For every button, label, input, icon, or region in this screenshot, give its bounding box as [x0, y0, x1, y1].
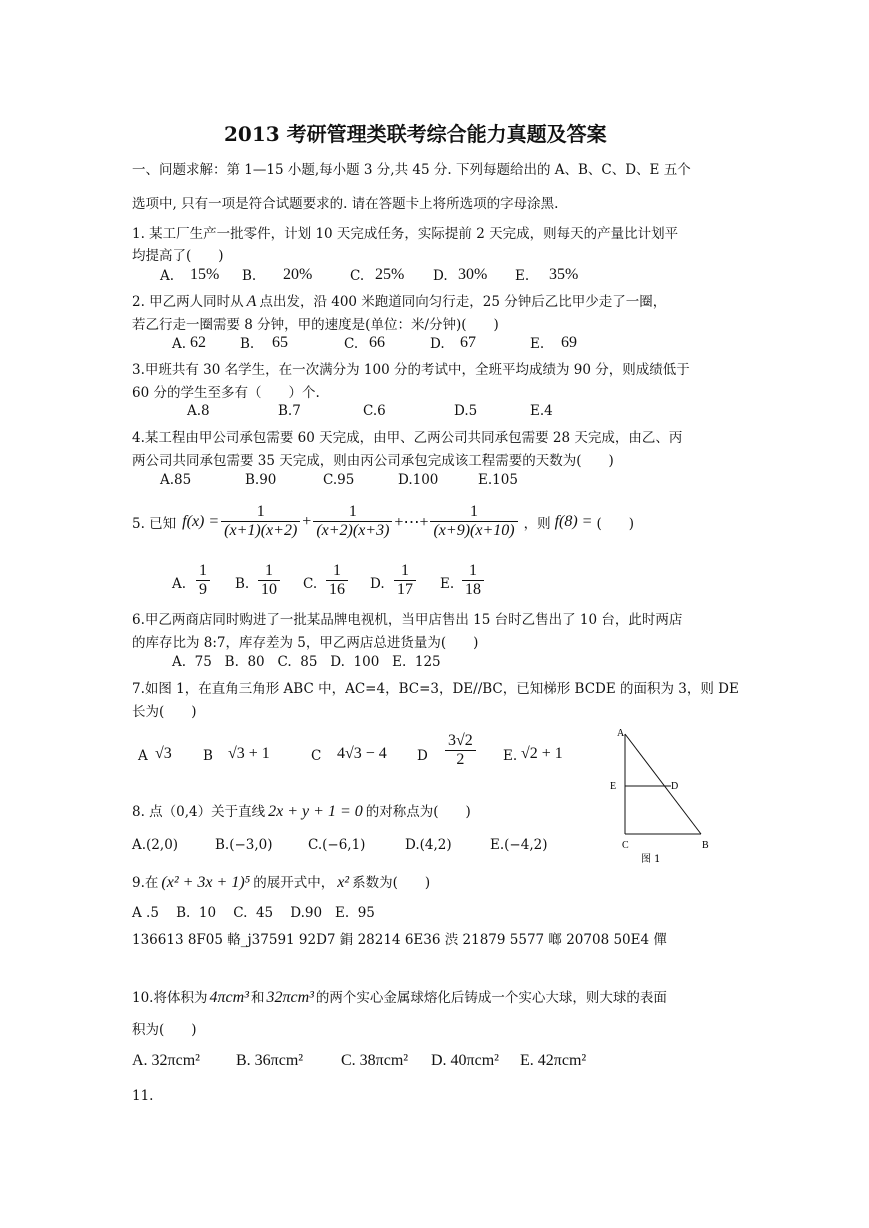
q2-opt-d-value: 67 — [460, 334, 476, 351]
q1-opt-b-label: B. — [242, 268, 257, 284]
q8-line1 — [132, 800, 471, 821]
q10-line2: 积为( ) — [132, 1022, 197, 1038]
q7-opt-b-value: √3 + 1 — [228, 745, 270, 762]
q9-options: A .5 B. 10 C. 45 D.90 E. 95 — [132, 905, 375, 921]
q2-opt-c-label: C. — [344, 336, 359, 352]
q3-line2: 60 分的学生至多有（ ）个. — [132, 385, 320, 401]
q2-opt-a-label: A. — [172, 336, 187, 352]
q2-line1 — [132, 290, 666, 311]
q5-fx: f(x) = — [182, 512, 220, 530]
q5-dots: +⋯+ — [394, 513, 429, 531]
q2-opt-b-value: 65 — [272, 334, 288, 351]
q5-opt-d-label: D. — [370, 576, 385, 592]
figure-caption: 图 1 — [641, 854, 661, 865]
q5-frac-3-den: (x+9)(x+10) — [430, 521, 517, 540]
q2-opt-e-label: E. — [530, 336, 545, 352]
vertex-e-label: E — [610, 781, 617, 792]
q5-formula — [132, 503, 634, 540]
q5-frac-3 — [430, 503, 517, 540]
q10-and: 和 — [250, 990, 265, 1006]
q3-opt-b: B.7 — [278, 403, 301, 419]
q5-opt-e-den: 18 — [462, 580, 484, 599]
q6-line1: 6.甲乙两商店同时购进了一批某品牌电视机，当甲店售出 15 台时乙售出了 10 台，此时两店 — [132, 612, 683, 628]
q4-opt-a: A.85 — [160, 472, 192, 488]
q3-opt-a: A.8 — [187, 403, 210, 419]
q5-opt-e-frac — [462, 562, 484, 599]
q7-opt-d-num: 3√2 — [448, 732, 473, 749]
q5-opt-c-label: C. — [303, 576, 318, 592]
q10-volume-1: 4πcm³ — [209, 989, 249, 1006]
q9-end: 系数为( ) — [352, 875, 431, 891]
q2-line1-start: 2. 甲乙两人同时从 — [132, 294, 244, 310]
q7-opt-d-frac — [445, 732, 476, 769]
figure-1-triangle — [605, 722, 735, 872]
q5-frac-2 — [313, 503, 392, 540]
q2-opt-c-value: 66 — [369, 334, 385, 351]
q10-line1 — [132, 986, 667, 1007]
q7-opt-c-label: C — [311, 748, 322, 764]
q5-opt-a-num: 1 — [199, 562, 207, 579]
q3-opt-e: E.4 — [530, 403, 553, 419]
q5-frac-3-num: 1 — [470, 503, 479, 520]
q5-then: ，则 — [523, 515, 551, 532]
q10-opt-a: A. 32πcm² — [132, 1052, 200, 1069]
q3-opt-c: C.6 — [363, 403, 386, 419]
q1-line1: 1. 某工厂生产一批零件，计划 10 天完成任务，实际提前 2 天完成，则每天的产量比计划平 — [132, 226, 679, 242]
q5-frac-1-num: 1 — [256, 503, 265, 520]
q8-opt-d: D.(4,2) — [405, 837, 452, 853]
q7-opt-d-label: D — [417, 748, 428, 764]
page-title: 2013 考研管理类联考综合能力真题及答案 — [224, 122, 607, 146]
q7-opt-e-label: E. — [503, 748, 518, 764]
q1-opt-e-label: E. — [515, 268, 530, 284]
vertex-b-label: B — [702, 840, 709, 851]
q5-plus: + — [302, 512, 312, 530]
q4-opt-e: E.105 — [478, 472, 518, 488]
q5-opt-c-den: 16 — [326, 580, 348, 599]
q5-opt-a-label: A. — [172, 576, 187, 592]
q10-opt-e: E. 42πcm² — [520, 1052, 587, 1069]
q6-options: A. 75 B. 80 C. 85 D. 100 E. 125 — [172, 654, 441, 670]
q10-volume-2: 32πcm³ — [266, 989, 314, 1006]
q5-prefix: 5. 已知 — [132, 515, 177, 532]
q5-opt-c-num: 1 — [333, 562, 341, 579]
q9-expression: (x² + 3x + 1)⁵ — [161, 874, 251, 891]
q8-opt-a: A.(2,0) — [132, 837, 179, 853]
q1-line2: 均提高了( ) — [132, 248, 224, 264]
q11-label: 11. — [132, 1088, 154, 1104]
q3-line1: 3.甲班共有 30 名学生，在一次满分为 100 分的考试中，全班平均成绩为 90 分，则成绩低于 — [132, 362, 690, 378]
q2-opt-b-label: B. — [240, 336, 255, 352]
q7-opt-b-label: B — [203, 748, 213, 764]
q5-opt-d-frac — [394, 562, 416, 599]
q7-opt-a-label: A — [138, 748, 148, 764]
q10-opt-c: C. 38πcm² — [341, 1052, 409, 1069]
q5-opt-a-frac — [196, 562, 210, 599]
vertex-a-label: A — [617, 728, 625, 739]
q5-opt-b-frac — [258, 562, 280, 599]
q5-opt-e-num: 1 — [469, 562, 477, 579]
q5-frac-2-num: 1 — [348, 503, 357, 520]
q2-opt-d-label: D. — [430, 336, 445, 352]
q10-end: 的两个实心金属球熔化后铸成一个实心大球，则大球的表面 — [315, 990, 667, 1006]
vertex-d-label: D — [671, 781, 679, 792]
q10-opt-b: B. 36πcm² — [236, 1052, 304, 1069]
q10-start: 10.将体积为 — [132, 990, 208, 1006]
edge-ab — [625, 734, 701, 834]
q8-equation: 2x + y + 1 = 0 — [268, 803, 363, 820]
q5-frac-1-den: (x+1)(x+2) — [221, 521, 300, 540]
q2-opt-e-value: 69 — [561, 334, 577, 351]
q5-opt-d-den: 17 — [394, 580, 416, 599]
q8-opt-b: B.(−3,0) — [215, 837, 273, 853]
q5-opt-a-den: 9 — [196, 580, 210, 599]
q1-opt-c-label: C. — [350, 268, 365, 284]
q5-opt-d-num: 1 — [401, 562, 409, 579]
q1-opt-a-label: A. — [160, 268, 175, 284]
q5-opt-b-label: B. — [235, 576, 250, 592]
q7-opt-a-value: √3 — [155, 745, 172, 762]
q7-opt-d-den: 2 — [445, 750, 476, 769]
q1-opt-d-value: 30% — [458, 266, 488, 283]
q8-opt-e: E.(−4,2) — [490, 837, 548, 853]
q5-opt-c-frac — [326, 562, 348, 599]
q3-opt-d: D.5 — [454, 403, 478, 419]
q4-line2: 两公司共同承包需要 35 天完成，则由丙公司承包完成该工程需要的天数为( ) — [132, 453, 614, 469]
q5-frac-2-den: (x+2)(x+3) — [313, 521, 392, 540]
section-instructions-line1: 一、问题求解：第 1—15 小题,每小题 3 分,共 45 分. 下列每题给出的 A、B、C、D、E 五个 — [132, 162, 691, 178]
q8-line1-end: 的对称点为( ) — [365, 804, 471, 820]
q7-opt-e-value: √2 + 1 — [521, 745, 563, 762]
q1-opt-e-value: 35% — [549, 266, 579, 283]
q8-line1-start: 8. 点（0,4）关于直线 — [132, 804, 266, 820]
q1-opt-a-value: 15% — [190, 266, 220, 283]
q4-opt-c: C.95 — [323, 472, 355, 488]
vertex-c-label: C — [622, 840, 629, 851]
q5-paren: ( ) — [596, 515, 635, 532]
q5-f8: f(8) = — [554, 512, 593, 530]
q2-opt-a-value: 62 — [190, 334, 206, 351]
q4-line1: 4.某工程由甲公司承包需要 60 天完成，由甲、乙两公司共同承包需要 28 天完成，由乙、丙 — [132, 430, 683, 446]
q7-opt-c-value: 4√3 − 4 — [337, 745, 387, 762]
q5-opt-e-label: E. — [440, 576, 455, 592]
q5-frac-1 — [221, 503, 300, 540]
q6-line2: 的库存比为 8:7，库存差为 5，甲乙两店总进货量为( ) — [132, 635, 479, 651]
q10-opt-d: D. 40πcm² — [431, 1052, 499, 1069]
q5-opt-b-num: 1 — [265, 562, 273, 579]
q7-line2: 长为( ) — [132, 704, 197, 720]
q5-opt-b-den: 10 — [258, 580, 280, 599]
q1-opt-d-label: D. — [433, 268, 448, 284]
section-instructions-line2: 选项中, 只有一项是符合试题要求的. 请在答题卡上将所选项的字母涂黑. — [132, 196, 559, 212]
q9-middle: 的展开式中， — [253, 875, 335, 891]
q8-opt-c: C.(−6,1) — [308, 837, 366, 853]
q2-line1-end: 点出发，沿 400 米跑道同向匀行走，25 分钟后乙比甲少走了一圈， — [259, 294, 667, 310]
q2-point-a: A — [246, 293, 257, 310]
q1-opt-b-value: 20% — [283, 266, 313, 283]
q1-opt-c-value: 25% — [375, 266, 405, 283]
q2-line2: 若乙行走一圈需要 8 分钟，甲的速度是(单位：米/分钟)( ) — [132, 317, 499, 333]
q9-line1 — [132, 871, 430, 892]
q9-x-squared: x² — [337, 874, 350, 891]
q9-start: 9.在 — [132, 875, 159, 891]
q4-opt-d: D.100 — [398, 472, 439, 488]
q4-opt-b: B.90 — [245, 472, 277, 488]
q9-garbled-text: 136613 8F05 輅_j37591 92D7 鋗 28214 6E36 渋 21879 5577 啷 20708 50E4 僤 — [132, 932, 667, 948]
q7-line1: 7.如图 1，在直角三角形 ABC 中，AC=4，BC=3，DE//BC，已知梯形 BCDE 的面积为 3，则 DE — [132, 681, 739, 697]
